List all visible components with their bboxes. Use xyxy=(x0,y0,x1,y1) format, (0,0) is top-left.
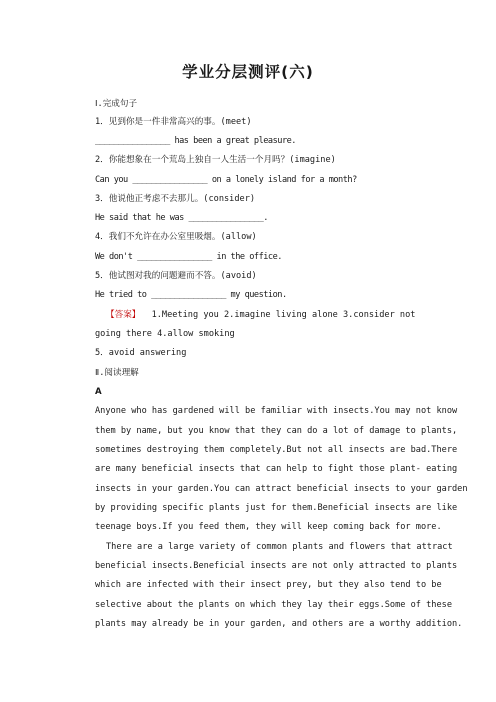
question-2-cn: 2．你能想象在一个荒岛上独自一人生活一个月吗？(imagine) xyxy=(95,155,336,165)
passage-line-7: teenage boys.If you feed them, they will keep coming back for more. xyxy=(95,522,442,532)
answer-line-3: 5．avoid answering xyxy=(95,348,187,358)
passage-line-10: which are infected with their insect prey, but they also tend to be xyxy=(95,580,442,590)
question-5-cn: 5．他试图对我的问题避而不答。(avoid) xyxy=(95,271,257,281)
question-5-en: He tried to ________________ my question. xyxy=(95,290,287,300)
passage-line-9: beneficial insects.Beneficial insects are not only attracted to plants xyxy=(95,561,458,571)
passage-line-3: sometimes destroying them completely.But not all insects are bad.There xyxy=(95,445,458,455)
question-4-en: We don't ________________ in the office. xyxy=(95,252,282,262)
question-1-cn: 1．见到你是一件非常高兴的事。(meet) xyxy=(95,117,252,127)
answer-line-1 xyxy=(106,309,415,321)
question-4-cn: 4．我们不允许在办公室里吸烟。(allow) xyxy=(95,232,257,242)
section1-heading: Ⅰ.完成句子 xyxy=(95,99,138,109)
passage-line-11: selective about the plants on which they lay their eggs.Some of these xyxy=(95,600,452,610)
passage-line-5: insects in your garden.You can attract beneficial insects to your garden xyxy=(95,484,468,494)
answer-line-2: going there 4.allow smoking xyxy=(95,329,235,339)
page-title: 学业分层测评(六) xyxy=(182,63,314,81)
passage-line-1: Anyone who has gardened will be familiar with insects.You may not know xyxy=(95,406,458,416)
question-3-cn: 3．他说他正考虑不去那儿。(consider) xyxy=(95,194,256,204)
section2-heading: Ⅱ.阅读理解 xyxy=(95,368,139,378)
passage-label: A xyxy=(95,387,102,397)
passage-line-2: them by name, but you know that they can do a lot of damage to plants, xyxy=(95,426,458,436)
answer-tag: 【答案】 xyxy=(106,310,141,320)
passage-line-12: plants may already be in your garden, and others are a worthy addition. xyxy=(95,619,463,629)
answer-text-1: 1.Meeting you 2.imagine living alone 3.consider not xyxy=(151,310,416,320)
passage-line-4: are many beneficial insects that can help to fight those plant- eating xyxy=(95,464,458,474)
question-1-en: ________________ has been a great pleasure. xyxy=(95,136,296,146)
passage-line-6: by providing specific plants just for them.Beneficial insects are like xyxy=(95,503,458,513)
question-3-en: He said that he was ________________. xyxy=(95,213,268,223)
question-2-en: Can you ________________ on a lonely island for a month? xyxy=(95,175,357,185)
passage-line-8: There are a large variety of common plants and flowers that attract xyxy=(106,542,453,552)
